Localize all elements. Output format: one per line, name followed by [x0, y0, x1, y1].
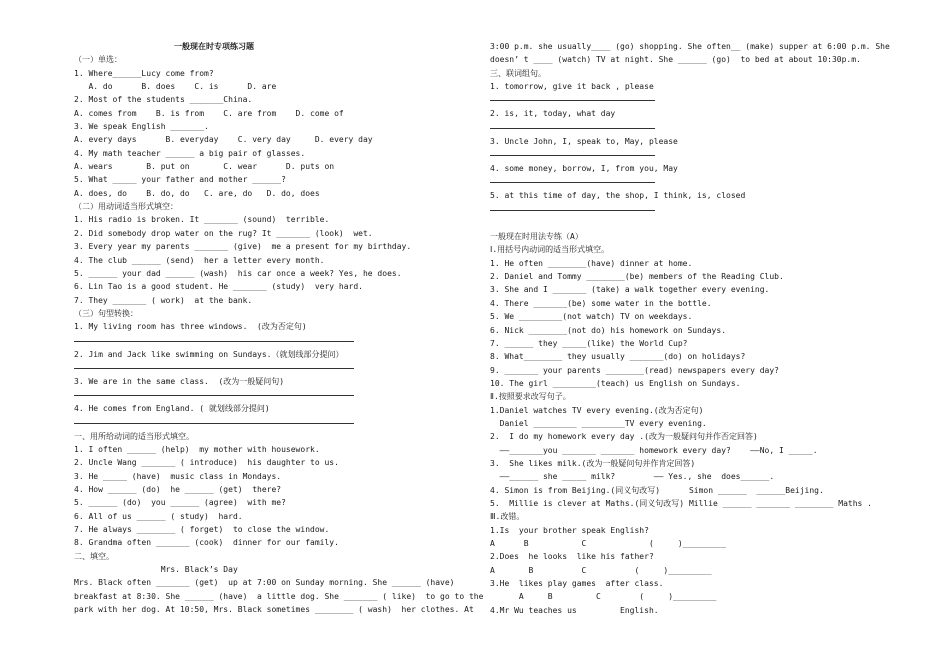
text-line: 1. He often ________(have) dinner at home. — [490, 258, 693, 268]
text-line: Mrs. Black often _______ (get) up at 7:00 on Sunday morning. She ______ (have) — [74, 578, 455, 588]
spacer — [490, 217, 885, 230]
text-line: 7. ______ they _____(like) the World Cup? — [490, 338, 688, 348]
text-line: 3:00 p.m. she usually____ (go) shopping. She often__ (make) supper at 6:00 p.m. She — [490, 42, 890, 51]
answer-line — [490, 93, 655, 101]
text-line: 3. Uncle John, I, speak to, May, please — [490, 136, 678, 146]
text-line: ——_______you _______ _______ homework every day? ——No, I _____. — [490, 445, 818, 455]
text-line: 1.Daniel watches TV every evening.(改为否定句) — [490, 405, 704, 415]
text-line: 1. My living room has three windows. (改为否定句) — [74, 322, 307, 332]
text-line: 5. Millie is clever at Maths.(同义句改写) Millie ______ _______ ________ Maths . — [490, 498, 872, 508]
text-line: park with her dog. At 10:50, Mrs. Black sometimes ________ ( wash) her clothes. At — [74, 605, 474, 615]
text-line: 4. He comes from England. ( 就划线部分提问) — [74, 404, 270, 414]
text-line: 4. Simon is from Beijing.(同义句改写) Simon ______ ______Beijing. — [490, 485, 824, 495]
text-line: 8. Grandma often _______ (cook) dinner for our family. — [74, 538, 339, 548]
text-line: 2.Does he looks like his father? — [490, 552, 654, 562]
text-line: 10. The girl _________(teach) us English on Sundays. — [490, 378, 741, 388]
text-line: 3. We speak English _______. — [74, 122, 209, 132]
text-line: 2. I do my homework every day .(改为一般疑问句并作否定回答) — [490, 432, 758, 442]
text-line: 5. ______ your dad ______ (wash) his car once a week? Yes, he does. — [74, 268, 402, 278]
text-line: （三）句型转换： — [74, 308, 138, 318]
text-line: Ⅰ.用括号内动词的适当形式填空。 — [490, 245, 610, 255]
text-line: 1. I often ______ (help) my mother with housework. — [74, 444, 320, 454]
text-line: 2. Most of the students _______China. — [74, 95, 253, 105]
text-line: A. every days B. everyday C. very day D. every day — [74, 135, 373, 145]
text-line: 1.Is your brother speak English? — [490, 525, 649, 535]
answer-line — [74, 361, 354, 369]
text-line: 4. My math teacher ______ a big pair of glasses. — [74, 148, 306, 158]
text-line: 3. We are in the same class. (改为一般疑问句) — [74, 376, 285, 386]
text-line: 9. _______ your parents ________(read) newspapers every day? — [490, 365, 779, 375]
text-line: Ⅲ.改错。 — [490, 512, 525, 522]
text-line: 4. How ______ (do) he ______ (get) there? — [74, 484, 282, 494]
text-line: 2. Daniel and Tommy ________(be) members of the Reading Club. — [490, 272, 784, 282]
text-line: 5. at this time of day, the shop, I think, is, closed — [490, 191, 746, 201]
answer-line — [74, 334, 354, 342]
text-line: 1. His radio is broken. It _______ (sound) terrible. — [74, 215, 330, 225]
text-line: 5. ______ (do) you ______ (agree) with me? — [74, 498, 286, 508]
text-line: 2. Did somebody drop water on the rug? It _______ (look) wet. — [74, 228, 373, 238]
text-line: A B C ( )_________ — [490, 539, 727, 548]
text-line: 5. We _________(not watch) TV on weekdays. — [490, 312, 693, 322]
text-line: 3.He likes play games after class. — [490, 579, 664, 589]
answer-line — [490, 121, 655, 129]
text-line: 4. some money, borrow, I, from you, May — [490, 164, 678, 174]
text-line: 3. She and I _______ (take) a walk together every evening. — [490, 285, 770, 295]
text-line: 二、填空。 — [74, 551, 114, 561]
text-line: 7. They _______ ( work) at the bank. — [74, 295, 253, 305]
text-line: doesn’ t ____ (watch) TV at night. She ______ (go) to bed at about 10:30p.m. — [490, 55, 861, 65]
text-line: 1. tomorrow, give it back , please — [490, 82, 654, 92]
answer-line — [74, 416, 354, 424]
text-line: 4.Mr Wu teaches us English. — [490, 605, 659, 615]
answer-line — [490, 203, 655, 211]
right-column — [490, 40, 890, 617]
text-line: Ⅱ.按照要求改写句子。 — [490, 392, 571, 402]
text-line: 2. Jim and Jack like swimming on Sundays.（就划线部分提问） — [74, 349, 344, 359]
text-line: A B C ( )_________ — [490, 592, 717, 602]
text-line: 6. Nick ________(not do) his homework on Sundays. — [490, 325, 727, 335]
text-line: ——______ she _____ milk? —— Yes., she does______. — [490, 472, 775, 482]
text-line: 7. He always ________ ( forget) to close the window. — [74, 525, 330, 534]
text-line: 三、联词组句。 — [490, 68, 546, 78]
text-line: 1. Where______Lucy come from? — [74, 68, 214, 78]
text-line: 5. What _____ your father and mother ______? — [74, 175, 286, 185]
text-line: 2. Uncle Wang _______ ( introduce) his daughter to us. — [74, 458, 339, 468]
text-line: breakfast at 8:30. She ______ (have) a little dog. She _______ ( like) to go to the — [74, 591, 484, 601]
text-line: （二）用动词适当形式填空： — [74, 202, 178, 212]
text-line: 6. Lin Tao is a good student. He _______ (study) very hard. — [74, 282, 363, 292]
text-line: 3. Every year my parents _______ (give) me a present for my birthday. — [74, 242, 412, 252]
text-line: A B C ( )_________ — [490, 565, 712, 575]
left-column — [74, 40, 484, 616]
text-line: A. do B. does C. is D. are — [74, 82, 277, 92]
answer-line — [490, 175, 655, 183]
answer-line — [490, 148, 655, 156]
text-line: A. does, do B. do, do C. are, do D. do, does — [74, 188, 320, 198]
text-line: A. wears B. put on C. wear D. puts on — [74, 162, 335, 172]
text-line: 6. All of us ______ ( study) hard. — [74, 511, 243, 521]
text-line: 2. is, it, today, what day — [490, 109, 616, 119]
text-line: 一、用所给动词的适当形式填空。 — [74, 431, 194, 441]
text-line: 一般现在时用法专练（A） — [490, 232, 583, 242]
text-line: Mrs. Black’s Day — [74, 565, 238, 575]
text-line: Daniel _________ _________TV every evening. — [490, 418, 707, 428]
text-line: （一）单选： — [74, 55, 122, 65]
text-line: A. comes from B. is from C. are from D. come of — [74, 108, 344, 118]
answer-line — [74, 388, 354, 396]
text-line: 3. She likes milk.(改为一般疑问句并作肯定回答) — [490, 458, 696, 468]
text-line: 4. The club ______ (send) her a letter every month. — [74, 255, 325, 265]
text-line: 3. He _____ (have) music class in Mondays. — [74, 471, 282, 481]
text-line: 4. There _______(be) some water in the bottle. — [490, 298, 712, 308]
text-line: 8. What________ they usually _______(do) on holidays? — [490, 352, 746, 362]
worksheet-title: 一般现在时专项练习题 — [174, 42, 254, 51]
